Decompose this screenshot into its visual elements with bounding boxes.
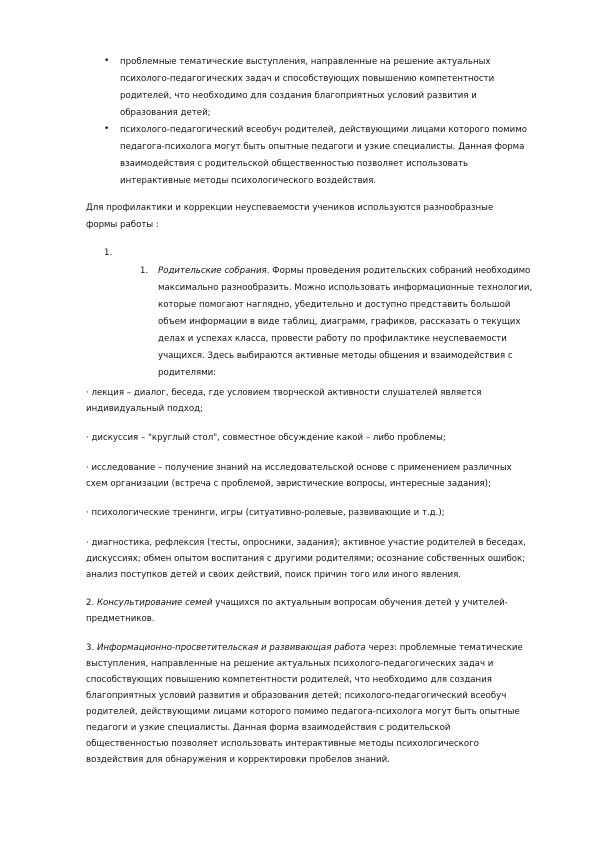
item2-first-line <box>86 598 508 609</box>
item3-line: родителей, действующими лицами которого помимо педагога-психолога могут быть опытные <box>86 707 520 717</box>
bullet-1-line-3: родителей, что необходимо для создания благоприятных условий развития и <box>120 91 477 101</box>
item2-title: Консультирование семей <box>96 598 213 608</box>
method-lecture-line-2: индивидуальный подход; <box>86 404 203 414</box>
method-research-line-2: схем организации (встреча с проблемой, эвристические вопросы, интересные задания); <box>86 479 491 489</box>
item2-number: 2. <box>86 598 95 608</box>
item3-line: благоприятных условий развития и образования детей; психолого-педагогический всеобуч <box>86 691 507 701</box>
bullet-1-line-2: психолого-педагогических задач и способствующих повышению компетентности <box>120 74 495 84</box>
item3-line: способствующих повышению компетентности родителей, что необходимо для создания <box>86 675 492 685</box>
item1-line: родителями: <box>158 368 217 378</box>
bullet-2-line-4: интерактивные методы психологического воздействия. <box>120 176 377 186</box>
method-diagnostics-line-1: · диагностика, рефлексия (тесты, опросники, задания); активное участие родителей в беседах, <box>86 538 526 548</box>
empty-list-number: 1. <box>104 248 113 258</box>
method-lecture-line-1: · лекция – диалог, беседа, где условием творческой активности слушателей является <box>86 388 482 398</box>
item1-line: максимально разнообразить. Можно использовать информационные технологии, <box>158 283 533 293</box>
bullet-marker: • <box>104 124 110 134</box>
bullet-2-line-1: психолого-педагогический всеобуч родителей, действующими лицами которого помимо <box>120 125 527 135</box>
item3-number: 3. <box>86 643 95 653</box>
method-discussion: · дискуссия – "круглый стол", совместное обсуждение какой – либо проблемы; <box>86 433 446 443</box>
item2-line: предметников. <box>86 614 155 624</box>
intro-line-2: формы работы : <box>86 220 159 230</box>
item3-first-rest: через: проблемные тематические <box>365 643 523 653</box>
item2-first-rest: учащихся по актуальным вопросам обучения детей у учителей- <box>212 598 508 608</box>
bullet-1-line-4: образования детей; <box>120 108 211 118</box>
item1-line: которые помогают наглядно, убедительно и доступно представить большой <box>158 300 511 310</box>
item3-line: выступления, направленные на решение актуальных психолого-педагогических задач и <box>86 659 494 669</box>
item1-first-line <box>158 266 530 277</box>
item1-line: объем информации в виде таблиц, диаграмм, графиков, рассказать о текущих <box>158 317 521 327</box>
item1-title: Родительские собрания <box>158 266 267 276</box>
bullet-1-line-1: проблемные тематические выступления, направленные на решение актуальных <box>120 57 491 67</box>
item3-line: общественностью позволяет использовать интерактивные методы психологического <box>86 739 479 749</box>
bullet-2-line-2: педагога-психолога могут быть опытные педагоги и узкие специалисты. Данная форма <box>120 142 525 152</box>
bullet-marker: • <box>104 56 110 66</box>
item3-line: воздействия для обнаружения и корректировки пробелов знаний. <box>86 755 390 765</box>
intro-line-1: Для профилактики и коррекции неуспеваемости учеников используются разнообразные <box>86 203 494 213</box>
item3-title: Информационно-просветительская и развивающая работа <box>96 643 366 653</box>
method-diagnostics-line-3: анализ поступков детей и своих действий, поиск причин того или иного явления. <box>86 570 461 580</box>
item1-line: делах и успехах класса, провести работу по профилактике неуспеваемости <box>158 334 507 344</box>
item1-first-rest: . Формы проведения родительских собраний необходимо <box>266 266 531 276</box>
item1-line: учащихся. Здесь выбираются активные методы общения и взаимодействия с <box>158 351 513 361</box>
item3-first-line <box>86 643 523 654</box>
method-research-line-1: · исследование – получение знаний на исследовательской основе с применением различных <box>86 463 512 473</box>
method-trainings: · психологические тренинги, игры (ситуативно-ролевые, развивающие и т.д.); <box>86 508 445 518</box>
item1-number: 1. <box>140 266 149 276</box>
method-diagnostics-line-2: дискуссиях; обмен опытом воспитания с другими родителями; осознание собственных ошибок; <box>86 554 526 564</box>
bullet-2-line-3: взаимодействия с родительской общественностью позволяет использовать <box>120 159 469 169</box>
item3-line: педагоги и узкие специалисты. Данная форма взаимодействия с родительской <box>86 723 451 733</box>
